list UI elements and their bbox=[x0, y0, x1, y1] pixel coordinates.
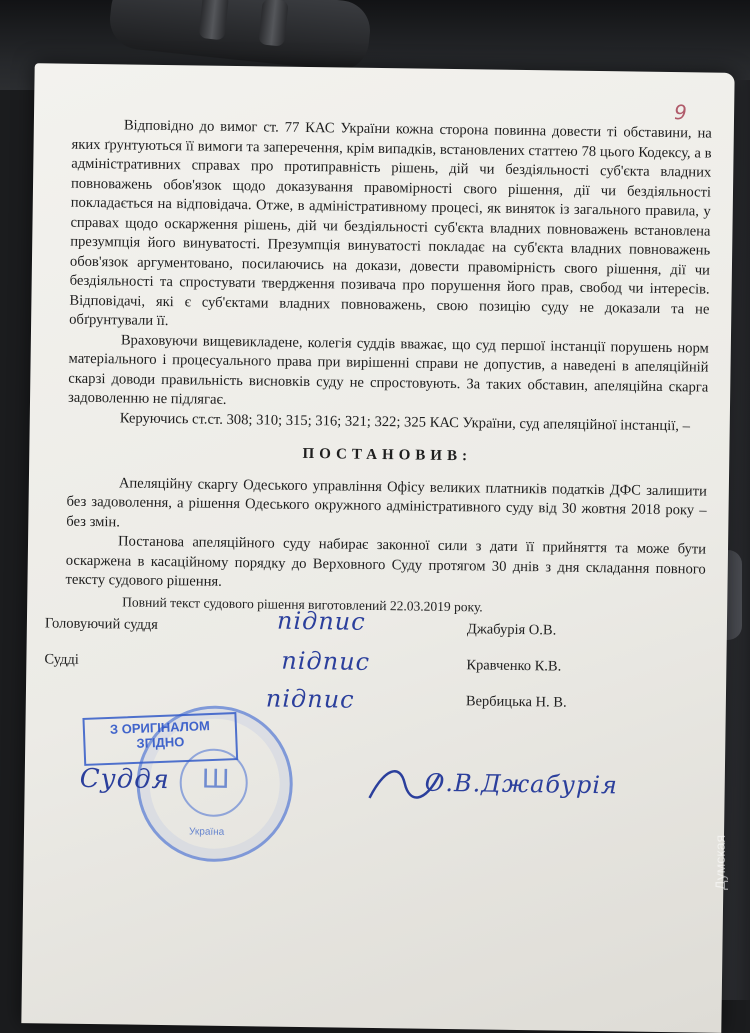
presiding-judge-label: Головуючий суддя bbox=[44, 615, 159, 633]
paragraph: Враховуючи вищевикладене, колегія суддів вважає, що суд першої інстанції порушень норм матеріального і процесуального права при вирішенні справи не допустив, а наведені в апеляційній скарзі доводи правильність висновків суду не спростовують. За таких обставин, апеляційна скарга задоволенню не підлягає. bbox=[67, 331, 709, 408]
handwritten-signature: підпис bbox=[265, 684, 355, 714]
page-number: 9 bbox=[673, 100, 688, 125]
handwritten-certifier-name: О.В.Джабурія bbox=[424, 768, 619, 800]
judge-name: Вербицька Н. В. bbox=[465, 693, 567, 711]
stalk-ring bbox=[258, 0, 289, 47]
judge-name: Кравченко К.В. bbox=[466, 657, 562, 675]
handwritten-signature: підпис bbox=[281, 646, 371, 676]
stamp-line: ЗГІДНО bbox=[136, 734, 185, 751]
ruling-paragraph: Апеляційну скаргу Одеського управління Офісу великих платників податків ДФС залишити без задоволення, а рішення Одеського окружного адміністративного суду від 30 жовтня 2018 року – без змін. bbox=[66, 474, 707, 530]
handwritten-judge-word: Суддя bbox=[79, 763, 171, 796]
handwritten-signature: підпис bbox=[276, 606, 366, 636]
trident-icon: Ш bbox=[201, 764, 230, 795]
certified-copy-stamp bbox=[82, 712, 238, 766]
seal-country-text: Україна bbox=[188, 826, 225, 838]
ruling-heading: ПОСТАНОВИВ: bbox=[302, 445, 473, 465]
source-watermark: Думская bbox=[712, 834, 728, 890]
prepared-note: Повний текст судового рішення виготовлений 22.03.2019 року. bbox=[122, 594, 483, 615]
document-page bbox=[21, 63, 734, 1033]
judge-name: Джабурія О.В. bbox=[466, 621, 557, 639]
judges-label: Судді bbox=[44, 651, 79, 668]
paragraph: Відповідно до вимог ст. 77 КАС України кожна сторона повинна довести ті обставини, на яких ґрунтуються її вимоги та заперечення, крім випадків, встановлених статтею 78 цього Кодексу, а в адміністративних справах про протиправність рішень, дій чи бездіяльності суб'єкта владних повноважень обов'язок щодо доказування правомірності свого рішення, дії чи бездіяльності покладається на відповідача. Отже, в адміністративному процесі, як виняток із загального правила, у справах щодо оскарження рішень, дій чи бездіяльності суб'єкта владних повноважень встановлена презумпція його винуватості. Презумпція винуватості покладає на суб'єкта владних повноважень обов'язок аргументовано, посилаючись на докази, довести правомірність свого рішення, дії чи бездіяльності та спростувати твердження позивача про порушення його прав, свобод чи інтересів. Відповідачі, які є суб'єктами владних повноважень, свою позицію суду не доказали та не обґрунтували її. bbox=[69, 117, 712, 330]
stamp-line: З ОРИГІНАЛОМ bbox=[109, 718, 211, 737]
stalk-ring bbox=[198, 0, 229, 40]
document-body bbox=[65, 116, 712, 599]
ruling-paragraph: Постанова апеляційного суду набирає законної сили з дати її прийняття та може бути оскаржена в касаційному порядку до Верховного Суду протягом 30 днів з дня складання повного тексту судового рішення. bbox=[65, 533, 707, 590]
paragraph: Керуючись ст.ст. 308; 310; 315; 316; 321; 322; 325 КАС України, суд апеляційної інстанції, – bbox=[119, 409, 691, 434]
steering-stalk bbox=[107, 0, 373, 73]
